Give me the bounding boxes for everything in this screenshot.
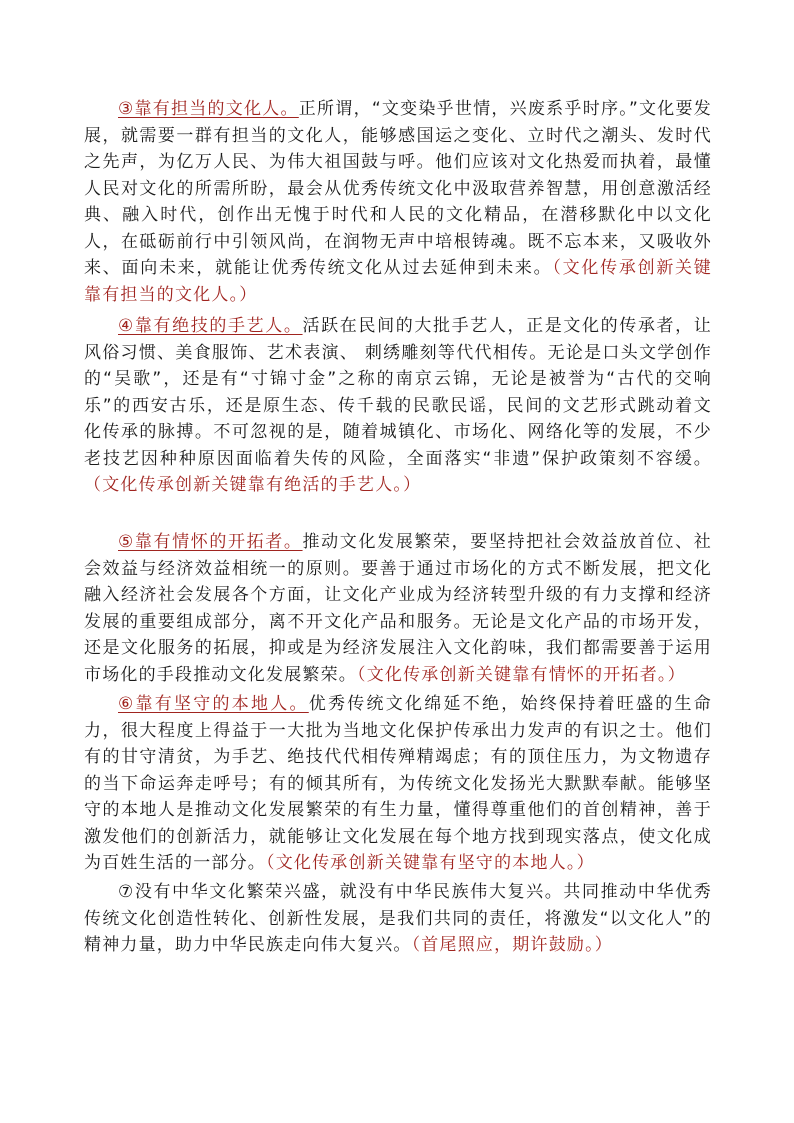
- paragraph-7-body: ⑦没有中华文化繁荣兴盛，就没有中华民族伟大复兴。共同推动中华优秀传统文化创造性转化、创新性发展，是我们共同的责任，将激发“以文化人”的精神力量，助力中华民族走向伟大复兴。: [84, 882, 712, 955]
- paragraph-5-heading: ⑤靠有情怀的开拓者。: [118, 532, 303, 552]
- paragraph-3: [84, 96, 712, 308]
- paragraph-6-heading: ⑥靠有坚守的本地人。: [118, 694, 309, 714]
- paragraph-3-annotation: （文化传承创新关键靠有担当的文化人。）: [84, 258, 712, 305]
- paragraph-6: [84, 691, 712, 877]
- paragraph-5-body: 推动文化发展繁荣，要坚持把社会效益放首位、社会效益与经济效益相统一的原则。要善于通过市场化的方式不断发展，把文化融入经济社会发展各个方面，让文化产业成为经济转型升级的有力支撑和经济发展的重要组成部分，离不开文化产品和服务。无论是文化产品的市场开发，还是文化服务的拓展，抑或是为经济发展注入文化韵味，我们都需要善于运用市场化的手段推动文化发展繁荣。: [84, 532, 712, 685]
- paragraph-4-annotation: （文化传承创新关键靠有绝活的手艺人。）: [84, 475, 422, 495]
- paragraph-7-annotation: （首尾照应，期许鼓励。）: [411, 935, 614, 955]
- paragraph-4: [84, 313, 712, 499]
- paragraph-4-heading: ④靠有绝技的手艺人。: [118, 316, 303, 336]
- paragraph-4-body: 活跃在民间的大批手艺人，正是文化的传承者，让风俗习惯、美食服饰、艺术表演、 刺绣雕刻等代代相传。无论是口头文学创作的“吴歌”，还是有“寸锦寸金”之称的南京云锦，无论是被誉为“古代的交响乐”的西安古乐，还是原生态、传千载的民歌民谣，民间的文艺形式跳动着文化传承的脉搏。不可忽视的是，随着城镇化、市场化、网络化等的发展，不少老技艺因种种原因面临着失传的风险，全面落实“非遗”保护政策刻不容缓。: [84, 316, 712, 469]
- paragraph-5: [84, 529, 712, 688]
- paragraph-6-body: 优秀传统文化绵延不绝，始终保持着旺盛的生命力，很大程度上得益于一大批为当地文化保护传承出力发声的有识之士。他们有的甘守清贫，为手艺、绝技代代相传殚精竭虑；有的顶住压力，为文物遗存的当下命运奔走呼号；有的倾其所有，为传统文化发扬光大默默奉献。能够坚守的本地人是推动文化发展繁荣的有生力量，懂得尊重他们的首创精神，善于激发他们的创新活力，就能够让文化发展在每个地方找到现实落点，使文化成为百姓生活的一部分。: [84, 694, 712, 873]
- paragraph-6-annotation: （文化传承创新关键靠有坚守的本地人。）: [266, 853, 595, 873]
- paragraph-5-annotation: （文化传承创新关键靠有情怀的开拓者。）: [357, 664, 686, 685]
- paragraph-7: [84, 879, 712, 959]
- paragraph-3-heading: ③靠有担当的文化人。: [118, 99, 299, 119]
- paragraph-3-body: 正所谓，“文变染乎世情，兴废系乎时序。”文化要发展，就需要一群有担当的文化人，能够感国运之变化、立时代之潮头、发时代之先声，为亿万人民、为伟大祖国鼓与呼。他们应该对文化热爱而执着，最懂人民对文化的所需所盼，最会从优秀传统文化中汲取营养智慧，用创意激活经典、融入时代，创作出无愧于时代和人民的文化精品，在潜移默化中以文化人，在砥砺前行中引领风尚，在润物无声中培根铸魂。既不忘本来，又吸收外来、面向未来，就能让优秀传统文化从过去延伸到未来。: [84, 99, 712, 278]
